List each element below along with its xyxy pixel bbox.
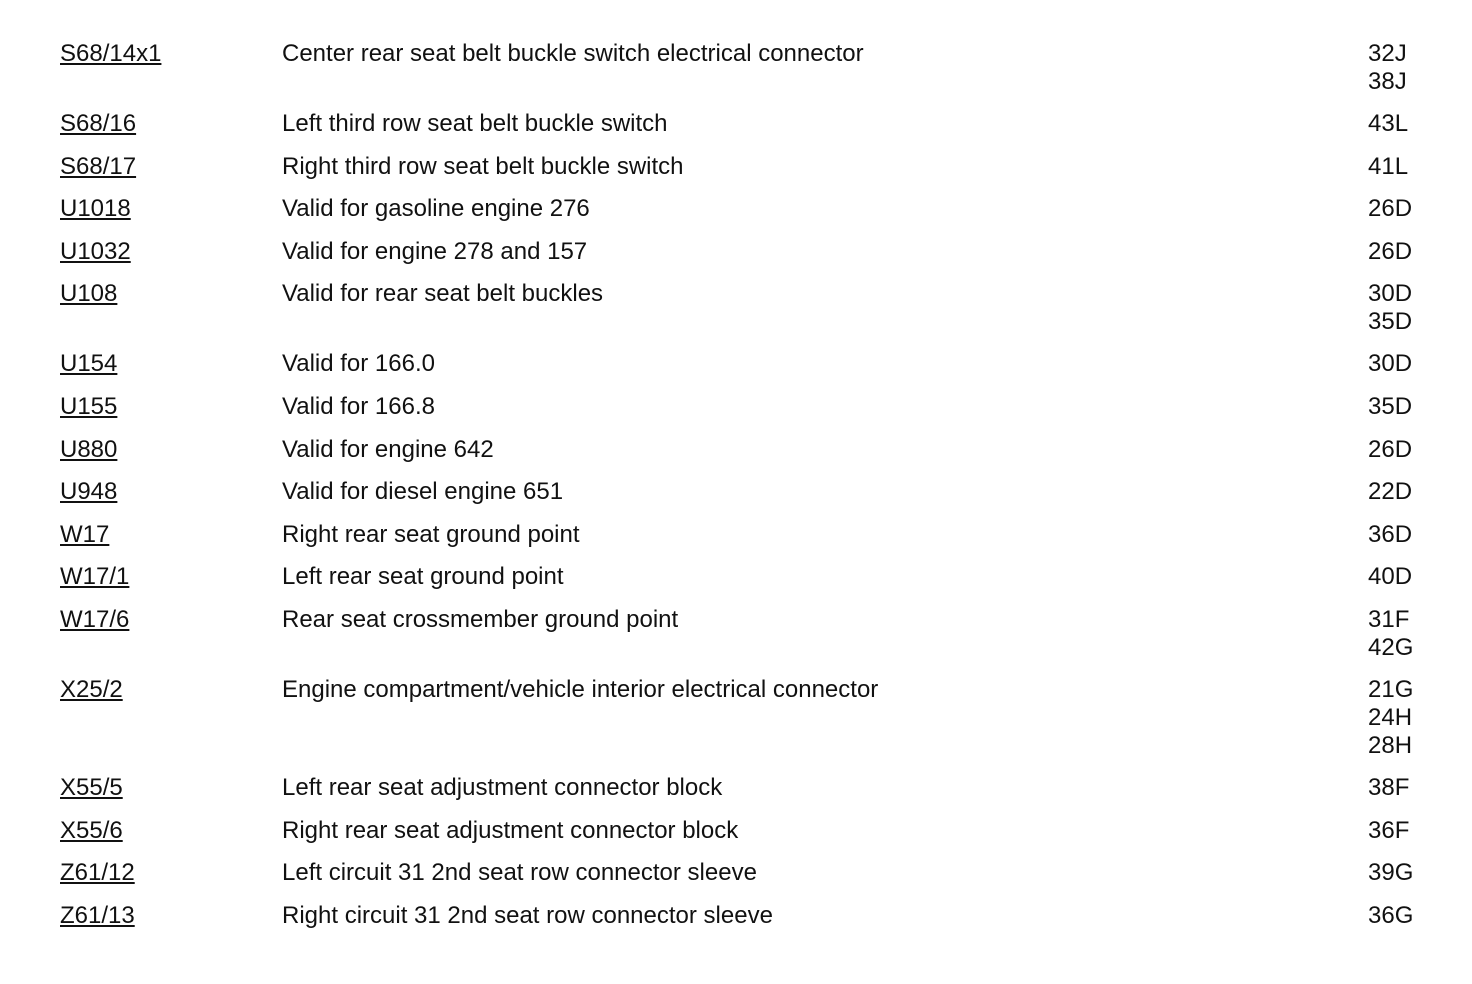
- grid-reference: 40D: [1368, 563, 1413, 590]
- component-code-link[interactable]: U1018: [60, 195, 131, 222]
- component-description: Valid for 166.0: [282, 350, 435, 377]
- component-code-link[interactable]: U948: [60, 478, 118, 505]
- component-description: Left circuit 31 2nd seat row connector sleeve: [282, 859, 757, 886]
- grid-reference: 26D: [1368, 195, 1413, 222]
- component-description: Left rear seat ground point: [282, 563, 564, 590]
- component-description: Valid for 166.8: [282, 393, 435, 420]
- grid-reference-list: [1368, 110, 1408, 138]
- component-description: Right rear seat adjustment connector block: [282, 817, 739, 844]
- grid-reference-list: [1368, 280, 1412, 336]
- grid-reference: 31F: [1368, 606, 1410, 633]
- component-code-link[interactable]: S68/14x1: [60, 40, 162, 67]
- component-code-link[interactable]: U1032: [60, 238, 131, 265]
- grid-reference: 32J: [1368, 40, 1407, 67]
- grid-reference-list: [1368, 393, 1412, 421]
- component-code-link[interactable]: W17/6: [60, 606, 130, 633]
- component-code-link[interactable]: U154: [60, 350, 118, 377]
- component-description: Right circuit 31 2nd seat row connector sleeve: [282, 902, 773, 929]
- component-code-link[interactable]: U155: [60, 393, 118, 420]
- component-code-link[interactable]: S68/17: [60, 153, 137, 180]
- component-code-link[interactable]: U108: [60, 280, 118, 307]
- grid-reference-list: [1368, 478, 1412, 506]
- grid-reference-list: [1368, 40, 1407, 96]
- component-description: Valid for engine 642: [282, 436, 494, 463]
- component-code-link[interactable]: S68/16: [60, 110, 137, 137]
- component-code-link[interactable]: U880: [60, 436, 118, 463]
- component-description: Left rear seat adjustment connector block: [282, 774, 723, 801]
- grid-reference: 24H: [1368, 704, 1413, 731]
- grid-reference: 35D: [1368, 308, 1413, 335]
- grid-reference: 30D: [1368, 350, 1413, 377]
- grid-reference: 35D: [1368, 393, 1413, 420]
- grid-reference-list: [1368, 606, 1413, 662]
- component-code-link[interactable]: X55/5: [60, 774, 123, 801]
- grid-reference-list: [1368, 902, 1413, 930]
- grid-reference-list: [1368, 436, 1412, 464]
- grid-reference: 28H: [1368, 732, 1413, 759]
- component-description: Center rear seat belt buckle switch electrical connector: [282, 40, 864, 67]
- grid-reference-list: [1368, 859, 1413, 887]
- grid-reference: 43L: [1368, 110, 1409, 137]
- grid-reference-list: [1368, 153, 1408, 181]
- component-description: Engine compartment/vehicle interior electrical connector: [282, 676, 879, 703]
- grid-reference: 26D: [1368, 238, 1413, 265]
- grid-reference: 30D: [1368, 280, 1413, 307]
- grid-reference-list: [1368, 238, 1412, 266]
- grid-reference-list: [1368, 774, 1409, 802]
- component-code-link[interactable]: Z61/12: [60, 859, 135, 886]
- grid-reference: 39G: [1368, 859, 1414, 886]
- grid-reference-list: [1368, 676, 1413, 760]
- grid-reference: 36F: [1368, 817, 1410, 844]
- grid-reference-list: [1368, 195, 1412, 223]
- grid-reference-list: [1368, 521, 1412, 549]
- component-code-link[interactable]: W17/1: [60, 563, 130, 590]
- grid-reference: 36D: [1368, 521, 1413, 548]
- component-code-link[interactable]: Z61/13: [60, 902, 135, 929]
- grid-reference: 26D: [1368, 436, 1413, 463]
- grid-reference-list: [1368, 817, 1409, 845]
- grid-reference: 38J: [1368, 68, 1407, 95]
- component-description: Rear seat crossmember ground point: [282, 606, 679, 633]
- component-description: Valid for engine 278 and 157: [282, 238, 588, 265]
- grid-reference: 38F: [1368, 774, 1410, 801]
- grid-reference: 41L: [1368, 153, 1409, 180]
- component-description: Valid for gasoline engine 276: [282, 195, 590, 222]
- component-description: Right rear seat ground point: [282, 521, 580, 548]
- component-description: Right third row seat belt buckle switch: [282, 153, 684, 180]
- grid-reference: 36G: [1368, 902, 1414, 929]
- grid-reference-list: [1368, 350, 1412, 378]
- component-description: Valid for rear seat belt buckles: [282, 280, 604, 307]
- component-description: Valid for diesel engine 651: [282, 478, 564, 505]
- component-code-link[interactable]: W17: [60, 521, 110, 548]
- grid-reference: 21G: [1368, 676, 1414, 703]
- grid-reference: 42G: [1368, 634, 1414, 661]
- component-code-link[interactable]: X55/6: [60, 817, 123, 844]
- component-code-link[interactable]: X25/2: [60, 676, 123, 703]
- component-description: Left third row seat belt buckle switch: [282, 110, 668, 137]
- grid-reference: 22D: [1368, 478, 1413, 505]
- grid-reference-list: [1368, 563, 1412, 591]
